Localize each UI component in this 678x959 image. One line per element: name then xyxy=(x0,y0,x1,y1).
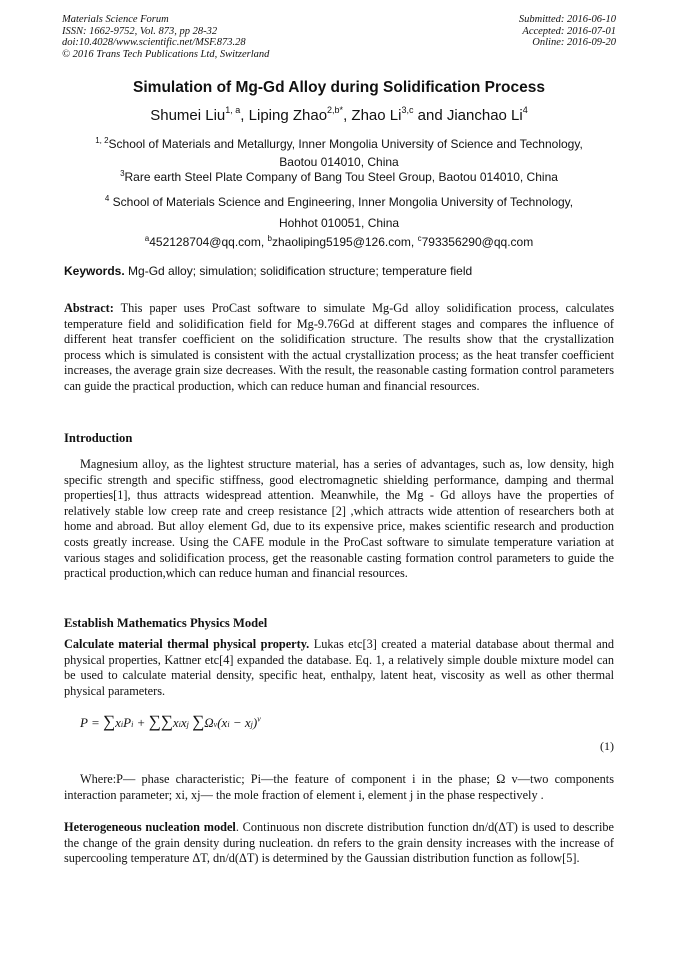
model-heading: Establish Mathematics Physics Model xyxy=(64,616,268,630)
paper-title: Simulation of Mg-Gd Alloy during Solidification Process xyxy=(133,79,545,96)
affiliation-sup: 4 xyxy=(104,194,110,203)
email-address[interactable]: 452128704@qq.com xyxy=(149,235,261,249)
introduction-heading: Introduction xyxy=(64,431,133,445)
email-address[interactable]: zhaoliping5195@126.com xyxy=(271,235,411,249)
keywords-text: Mg-Gd alloy; simulation; solidification structure; temperature field xyxy=(124,264,473,278)
author-sup: 2,b* xyxy=(327,105,344,115)
journal-name: Materials Science Forum xyxy=(62,14,169,25)
journal-info xyxy=(62,14,269,60)
author-list: Shumei Liu$^{1, a}$, Liping Zhao$^{2,b*}$, Zhao Li$^{3,c}$ and Jianchao Li$^4$ xyxy=(150,105,528,124)
journal-doi: doi:10.4028/www.scientific.net/MSF.873.28 xyxy=(62,37,246,49)
author-name: Zhao Li xyxy=(351,107,402,124)
keywords-label: Keywords. xyxy=(64,264,125,278)
author-sup: 1, a xyxy=(225,105,241,115)
introduction-paragraph xyxy=(64,457,614,582)
affiliation-line: Hohhot 010051, China xyxy=(278,216,400,230)
subsection-text: . Continuous non discrete distribution function dn/d(ΔT) is used to describe the change of the grain density during nucleation. dn refers to the grain density increases with the increase of supercooling temperature ΔT, dn/d(ΔT) is determined by the Gaussian distribution function as follow[5]. xyxy=(64,820,614,866)
dates-info xyxy=(519,14,616,49)
subsection-label: Heterogeneous nucleation model xyxy=(64,820,236,834)
subsection-text: Lukas etc[3] created a material database about thermal and physical properties, Kattner etc[4] expanded the database. Eq. 1, a relatively simple double mixture model can be used to calculate material density, specific heat, enthalpy, latent heat, viscosity as well as other thermal physical parameters. xyxy=(64,637,614,698)
email-sup: a xyxy=(144,234,150,243)
email-list: $^a$452128704@qq.com, $^b$zhaoliping5195@126.com, $^c$793356290@qq.com xyxy=(144,234,534,249)
email-sup: c xyxy=(417,234,422,243)
equation-1: P = ∑xiPi + ∑∑xixj ∑Ωv(xi − xj)$^v$ xyxy=(80,712,261,731)
author-name: Shumei Liu xyxy=(150,107,226,124)
affiliation-3 xyxy=(60,165,618,186)
online-date: Online: 2016-09-20 xyxy=(532,37,616,49)
accepted-date: Accepted: 2016-07-01 xyxy=(522,25,616,37)
affiliation-line: Rare earth Steel Plate Company of Bang Tou Steel Group, Baotou 014010, China xyxy=(124,170,558,184)
affiliation-line: School of Materials Science and Engineering, Inner Mongolia University of Technology, xyxy=(109,195,574,209)
affiliation-sup: 3 xyxy=(120,169,125,178)
subsection-label: Calculate material thermal physical property. xyxy=(64,637,310,651)
journal-copyright: © 2016 Trans Tech Publications Ltd, Switzerland xyxy=(62,48,270,60)
journal-issn: ISSN: 1662-9752, Vol. 873, pp 28-32 xyxy=(62,25,218,37)
author-sup: 4 xyxy=(522,105,528,115)
affiliation-line: Baotou 014010, China xyxy=(279,155,399,169)
abstract-label: Abstract: xyxy=(64,301,114,315)
equation-number: (1) xyxy=(600,739,614,753)
where-text: Where:P— phase characteristic; Pi—the feature of component i in the phase; Ω v—two components interaction parameter; xi, xj— the mole fraction of element i, element j in the phase respectively . xyxy=(64,772,614,802)
author-sup: 3,c xyxy=(401,105,414,115)
email-sup: b xyxy=(267,234,272,243)
abstract xyxy=(64,301,614,395)
affiliation-sup: 1, 2 xyxy=(95,136,109,145)
affiliation-line: School of Materials and Metallurgy, Inner Mongolia University of Science and Technology, xyxy=(108,137,583,151)
where-paragraph xyxy=(64,772,614,803)
introduction-text: Magnesium alloy, as the lightest structure material, has a series of advantages, such as, low density, high specific strength and specific stiffness, good electromagnetic shielding performance, damping and thermal properties[1], thus attracts widespread attention. Meanwhile, the Mg - Gd alloys have the properties of relatively stable low creep rate and creep resistance [2] ,which attracts wide attention of researchers both at home and abroad. But alloy element Gd, due to its expensive price, makes scientific research and production costs greatly increase. Using the CAFE module in the ProCast software to simulate temperature variation at various stages and solidification process, get the reasonable casting formation control parameters to guide the practical production,which can reduce human and financial resources. xyxy=(64,457,614,581)
abstract-text: This paper uses ProCast software to simulate Mg-Gd alloy solidification process, calculates temperature field and solidification field for Mg-9.76Gd at different stages and compares the influence of different heat transfer coefficient on the solidification structure. The results show that the crystallization process which is simulated is consistent with the actual crystallization process; as the heat transfer coefficient increases, the average grain size decreases. With the result, the reasonable casting formation control parameters can guide the practical production, which can reduce human and financial resources. xyxy=(64,301,614,393)
model-paragraph-1 xyxy=(64,637,614,699)
affiliation-4 xyxy=(60,188,618,234)
model-paragraph-2 xyxy=(64,820,614,867)
email-address[interactable]: 793356290@qq.com xyxy=(421,235,534,249)
keywords xyxy=(64,264,472,278)
author-name: Jianchao Li xyxy=(446,107,523,124)
author-name: Liping Zhao xyxy=(248,107,328,124)
submitted-date: Submitted: 2016-06-10 xyxy=(518,14,616,25)
